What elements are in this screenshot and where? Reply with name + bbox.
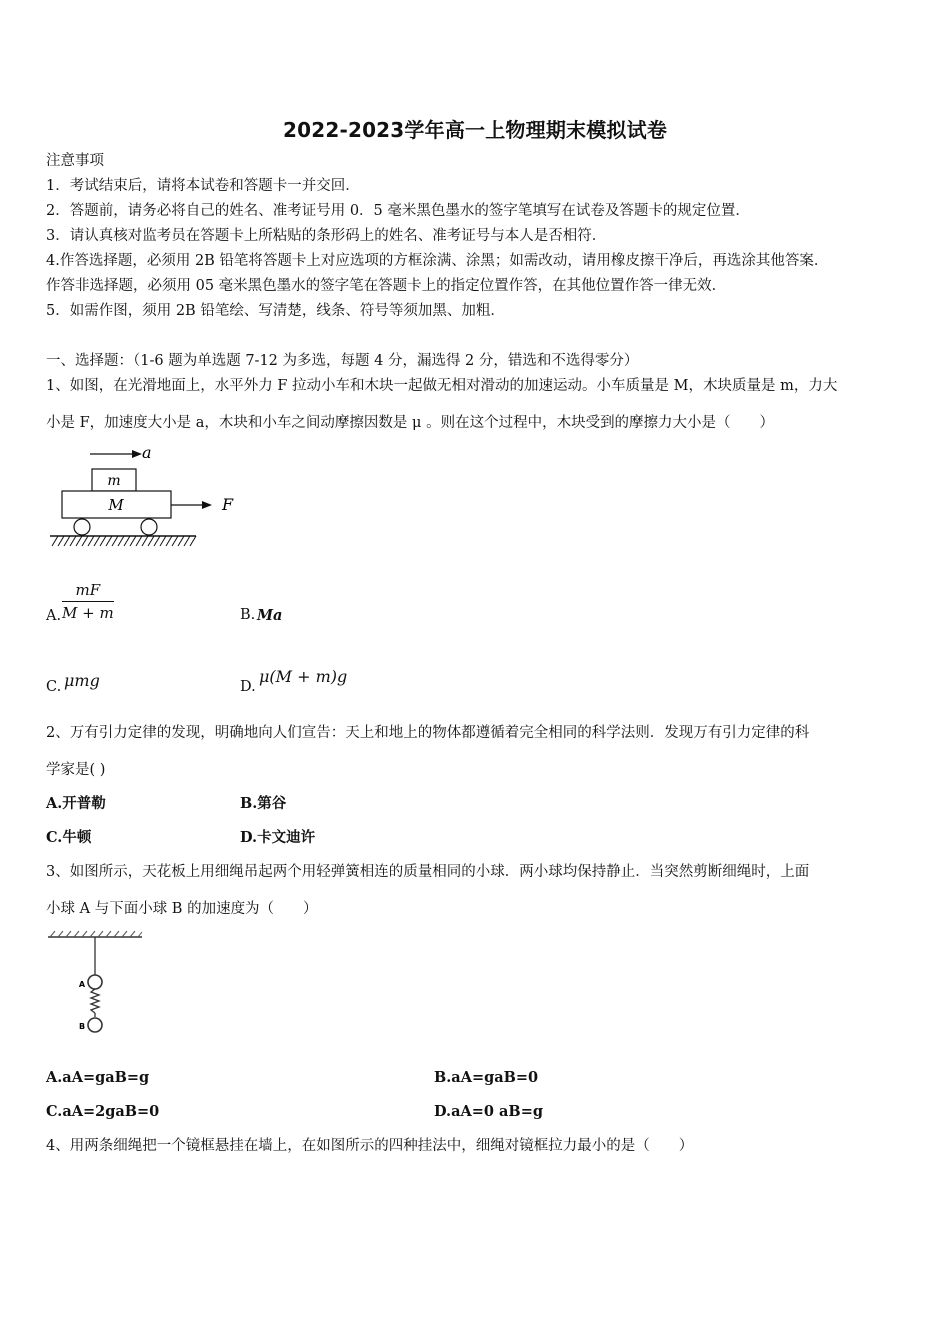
fraction-denominator: M + m bbox=[62, 604, 114, 622]
q3-option-d[interactable]: D.aA=0 aB=g bbox=[434, 1103, 543, 1120]
notice-heading: 注意事项 bbox=[46, 153, 104, 169]
q1-text-line1: 1、如图，在光滑地面上，水平外力 F 拉动小车和木块一起做无相对滑动的加速运动。小车质量是 M，木块质量是 m，力大 bbox=[46, 378, 838, 394]
q3-option-a[interactable]: A.aA=gaB=g bbox=[46, 1069, 150, 1086]
fig-label-a: a bbox=[142, 443, 152, 462]
q1-option-a-label[interactable]: A. bbox=[46, 608, 62, 624]
page-title: 2022-2023学年高一上物理期末模拟试卷 bbox=[282, 118, 668, 142]
q3-text-line2: 小球 A 与下面小球 B 的加速度为（ ） bbox=[46, 901, 318, 917]
notice-item: 5．如需作图，须用 2B 铅笔绘、写清楚，线条、符号等须加黑、加粗． bbox=[46, 303, 505, 319]
q1-option-b-label[interactable]: B. bbox=[240, 607, 256, 623]
q3-text-line1: 3、如图所示，天花板上用细绳吊起两个用轻弹簧相连的质量相同的小球．两小球均保持静止．当突然剪断细绳时，上面 bbox=[46, 864, 810, 880]
fig-label-A: A bbox=[78, 980, 86, 989]
notice-item: 1．考试结束后，请将本试卷和答题卡一并交回． bbox=[46, 178, 360, 194]
notice-item: 2．答题前，请务必将自己的姓名、准考证号用 0．5 毫米黑色墨水的签字笔填写在试卷及答题卡的规定位置． bbox=[46, 203, 750, 219]
q2-text-line2: 学家是( ) bbox=[46, 762, 106, 778]
fraction-numerator: mF bbox=[75, 581, 101, 599]
notice-item: 作答非选择题，必须用 05 毫米黑色墨水的签字笔在答题卡上的指定位置作答，在其他位置作答一律无效． bbox=[46, 278, 727, 294]
q1-option-a-fraction[interactable] bbox=[62, 581, 114, 622]
notice-item: 3．请认真核对监考员在答题卡上所粘贴的条形码上的姓名、准考证号与本人是否相符． bbox=[46, 228, 607, 244]
q2-option-c[interactable]: C.牛顿 bbox=[46, 829, 92, 846]
q1-option-c-value[interactable]: μmg bbox=[64, 671, 100, 690]
q1-option-c-label[interactable]: C. bbox=[46, 679, 62, 695]
fig-label-M: M bbox=[108, 496, 124, 514]
fig-label-F: F bbox=[222, 495, 234, 514]
q1-text-line2: 小是 F，加速度大小是 a，木块和小车之间动摩擦因数是 μ 。则在这个过程中，木块受到的摩擦力大小是（ ） bbox=[46, 415, 775, 431]
q3-spring-figure bbox=[46, 928, 146, 1038]
q2-text-line1: 2、万有引力定律的发现，明确地向人们宣告：天上和地上的物体都遵循着完全相同的科学法则．发现万有引力定律的科 bbox=[46, 725, 810, 741]
q1-option-d-value[interactable]: μ(M + m)g bbox=[259, 667, 348, 686]
q2-option-b[interactable]: B.第谷 bbox=[240, 795, 287, 812]
section-heading: 一、选择题：（1-6 题为单选题 7-12 为多选，每题 4 分，漏选得 2 分，错选和不选得零分） bbox=[46, 353, 639, 369]
q2-option-d[interactable]: D.卡文迪许 bbox=[240, 829, 316, 846]
q4-text-line1: 4、用两条细绳把一个镜框悬挂在墙上，在如图所示的四种挂法中，细绳对镜框拉力最小的是（ ） bbox=[46, 1138, 694, 1154]
q3-option-c[interactable]: C.aA=2gaB=0 bbox=[46, 1103, 160, 1120]
q1-option-d-label[interactable]: D. bbox=[240, 679, 256, 695]
q1-cart-figure bbox=[46, 440, 246, 550]
notice-item: 4.作答选择题，必须用 2B 铅笔将答题卡上对应选项的方框涂满、涂黑；如需改动，请用橡皮擦干净后，再选涂其他答案． bbox=[46, 253, 829, 269]
fig-label-B: B bbox=[78, 1022, 86, 1031]
q2-option-a[interactable]: A.开普勒 bbox=[46, 795, 106, 812]
fraction-bar bbox=[62, 601, 114, 602]
q3-option-b[interactable]: B.aA=gaB=0 bbox=[434, 1069, 539, 1086]
fig-label-m: m bbox=[107, 473, 121, 489]
q1-option-b-value[interactable]: Ma bbox=[257, 607, 283, 624]
